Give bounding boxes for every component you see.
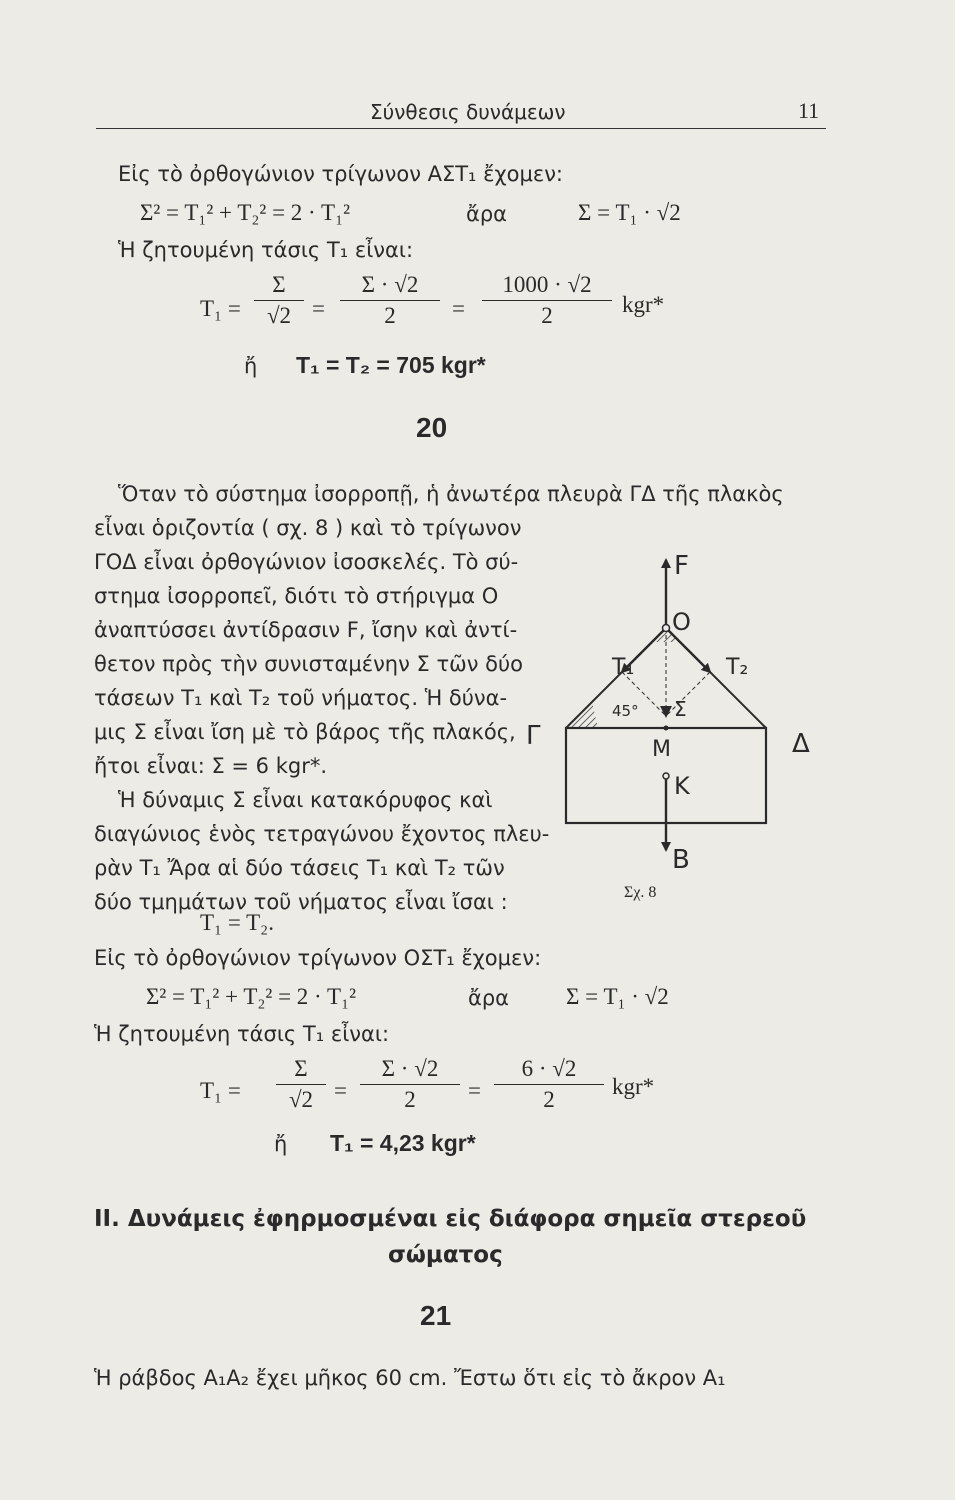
fraction-denominator: √2	[266, 303, 292, 328]
label-f: F	[674, 551, 689, 581]
parallelogram-dashed	[666, 672, 710, 716]
label-angle: 45°	[612, 702, 639, 720]
fraction-sigma-over-root2	[254, 272, 304, 329]
fraction-bar	[360, 1084, 460, 1085]
problem-line: ἀναπτύσσει ἀντίδρασιν F, ἴσην καὶ ἀντί-	[94, 618, 518, 642]
equation-pythagoras-2: Σ² = Τ₁² + Τ₂² = 2 · Τ₁²	[146, 984, 356, 1009]
fraction-bar	[482, 300, 612, 301]
label-b: B	[672, 845, 690, 875]
formula-lhs: Τ₁ =	[200, 296, 241, 321]
equation-pythagoras: Σ² = Τ₁² + Τ₂² = 2 · Τ₁²	[140, 200, 350, 225]
label-o: O	[672, 608, 691, 636]
problem-line: ΓΟΔ εἶναι ὀρθογώνιον ἰσοσκελές. Τὸ σύ-	[94, 550, 519, 574]
problem-line: Τ₁ = Τ₂.	[200, 910, 274, 935]
problem-line: Ὅταν τὸ σύστημα ἰσορροπῇ, ἡ ἀνωτέρα πλευρὰ ΓΔ τῆς πλακὸς	[118, 482, 784, 506]
fraction-sigma-root2-over-2	[340, 272, 440, 329]
intro-line: Εἰς τὸ ὀρθογώνιον τρίγωνον ΑΣΤ₁ ἔχομεν:	[118, 162, 563, 186]
fraction-denominator: √2	[288, 1087, 314, 1112]
problem-number-20: 20	[416, 412, 448, 443]
page-number: 11	[798, 98, 820, 123]
fraction-1000-root2-over-2	[482, 272, 612, 329]
ara-word: ἄρα	[466, 202, 508, 226]
fraction-sigma-root2-over-2	[360, 1056, 460, 1113]
fraction-numerator: Σ · √2	[381, 1056, 439, 1081]
or-word-2: ἤ	[274, 1132, 288, 1156]
fraction-numerator: 6 · √2	[521, 1056, 577, 1081]
or-word: ἤ	[244, 354, 258, 378]
label-delta: Δ	[792, 729, 810, 759]
result-705: Τ₁ = Τ₂ = 705 kgr*	[296, 352, 486, 378]
figure-caption: Σχ. 8	[624, 884, 657, 901]
figure-8	[520, 538, 830, 918]
label-t1: T₁	[612, 655, 635, 680]
fraction-bar	[340, 300, 440, 301]
fraction-numerator: Σ	[272, 272, 286, 297]
section-heading-cont: σώματος	[388, 1242, 503, 1268]
point-k	[663, 773, 669, 779]
equals-sign: =	[452, 296, 465, 321]
sought-tension-line-2: Ἡ ζητουμένη τάσις Τ₁ εἶναι:	[94, 1022, 390, 1046]
header-rule	[96, 128, 826, 129]
problem-line: εἶναι ὁριζοντία ( σχ. 8 ) καὶ τὸ τρίγωνον	[94, 516, 522, 540]
fraction-denominator: 2	[541, 303, 553, 328]
fraction-denominator: 2	[384, 303, 396, 328]
point-m	[664, 726, 669, 731]
fraction-numerator: Σ	[294, 1056, 308, 1081]
running-title: Σύνθεσις δυνάμεων	[370, 100, 566, 124]
problem-line: Ἡ δύναμις Σ εἶναι κατακόρυφος καὶ	[118, 788, 493, 812]
equals-sign: =	[334, 1078, 347, 1103]
fraction-denominator: 2	[404, 1087, 416, 1112]
fraction-numerator: 1000 · √2	[502, 272, 592, 297]
point-o	[663, 625, 670, 632]
label-m: M	[652, 737, 671, 762]
problem-line: τάσεων Τ₁ καὶ Τ₂ τοῦ νήματος. Ἡ δύνα-	[94, 686, 508, 710]
intro-line-2: Εἰς τὸ ὀρθογώνιον τρίγωνον ΟΣΤ₁ ἔχομεν:	[94, 946, 542, 970]
problem-line: δύο τμημάτων τοῦ νήματος εἶναι ἴσαι :	[94, 890, 508, 914]
label-sigma: Σ	[674, 697, 687, 721]
problem-line: ρὰν Τ₁ Ἄρα αἱ δύο τάσεις Τ₁ καὶ Τ₂ τῶν	[94, 856, 505, 880]
formula-lhs-2: Τ₁ =	[200, 1078, 241, 1103]
fraction-denominator: 2	[543, 1087, 555, 1112]
ara-word-2: ἄρα	[468, 986, 510, 1010]
fraction-bar	[254, 300, 304, 301]
fraction-6-root2-over-2	[494, 1056, 604, 1113]
unit-kgr-2: kgr*	[612, 1074, 655, 1099]
label-gamma: Γ	[526, 721, 541, 751]
problem-line: θετον πρὸς τὴν συνισταμένην Σ τῶν δύο	[94, 652, 523, 676]
fraction-sigma-over-root2	[276, 1056, 326, 1113]
equals-sign: =	[312, 296, 325, 321]
unit-kgr: kgr*	[622, 292, 665, 317]
fraction-numerator: Σ · √2	[361, 272, 419, 297]
section-heading: ΙΙ. Δυνάμεις ἐφηρμοσμέναι εἰς διάφορα σημεῖα στερεοῦ	[94, 1206, 807, 1232]
problem-line: μις Σ εἶναι ἴση μὲ τὸ βάρος τῆς πλακός,	[94, 720, 516, 744]
equation-sigma-2: Σ = Τ₁ · √2	[566, 984, 669, 1009]
problem-line: ἤτοι εἶναι: Σ = 6 kgr*.	[94, 754, 328, 778]
equals-sign: =	[468, 1078, 481, 1103]
problem-line: στημα ἰσορροπεῖ, διότι τὸ στήριγμα Ο	[94, 584, 499, 608]
label-t2: T₂	[726, 655, 749, 680]
equation-sigma: Σ = Τ₁ · √2	[578, 200, 681, 225]
problem-line: διαγώνιος ἑνὸς τετραγώνου ἔχοντος πλευ-	[94, 822, 550, 846]
label-k: K	[674, 772, 690, 800]
fraction-bar	[276, 1084, 326, 1085]
hatched-angle-gamma	[566, 702, 598, 728]
result-4-23: Τ₁ = 4,23 kgr*	[330, 1130, 476, 1156]
fraction-bar	[494, 1084, 604, 1085]
problem-number-21: 21	[420, 1300, 452, 1331]
problem21-text: Ἡ ράβδος Α₁Α₂ ἔχει μῆκος 60 cm. Ἔστω ὅτι εἰς τὸ ἄκρον Α₁	[94, 1366, 726, 1390]
sought-tension-line: Ἡ ζητουμένη τάσις Τ₁ εἶναι:	[118, 238, 414, 262]
